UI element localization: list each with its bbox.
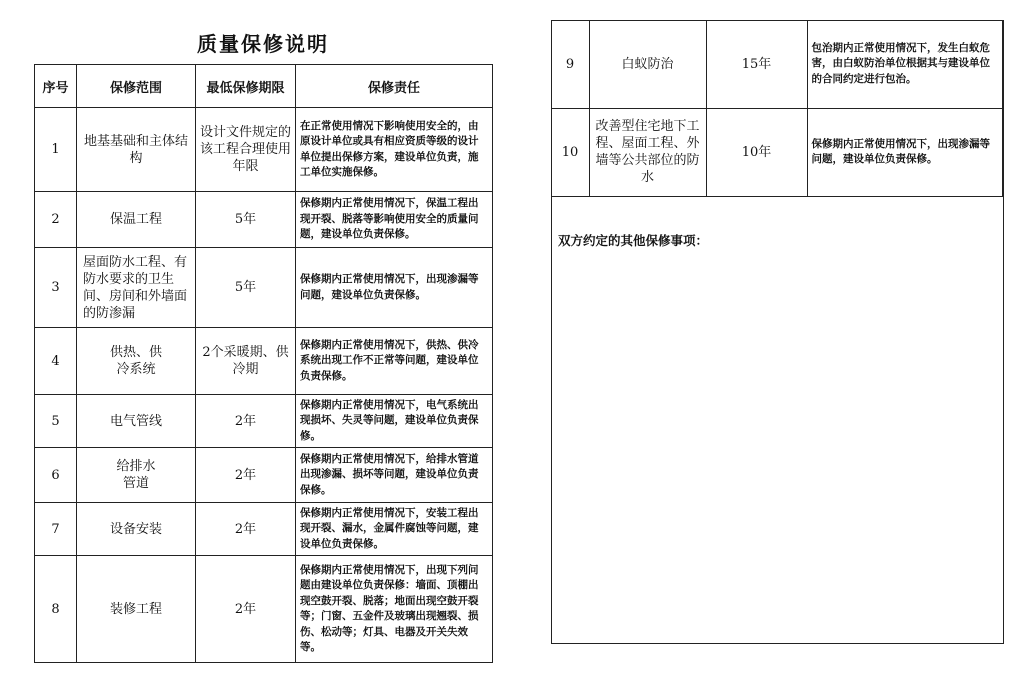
table-row [35, 395, 493, 448]
table-row [35, 192, 493, 248]
table-row [551, 108, 1002, 196]
table-row [35, 108, 493, 192]
right-page [551, 20, 1004, 644]
row-responsibility: 保修期内正常使用情况下，供热、供冷系统出现工作不正常等问题，建设单位负责保修。 [296, 328, 493, 395]
row-period: 10年 [706, 108, 807, 196]
row-scope: 电气管线 [77, 395, 196, 448]
row-scope: 保温工程 [77, 192, 196, 248]
row-scope: 供热、供冷系统 [77, 328, 196, 395]
row-responsibility: 保修期内正常使用情况下，出现渗漏等问题，建设单位负责保修。 [296, 248, 493, 328]
row-responsibility: 保修期内正常使用情况下，安装工程出现开裂、漏水，金属件腐蚀等问题，建设单位负责保修。 [296, 503, 493, 556]
row-period: 2年 [196, 503, 296, 556]
row-period: 5年 [196, 192, 296, 248]
header-responsibility: 保修责任 [296, 65, 493, 108]
row-no: 4 [35, 328, 77, 395]
table-row [35, 503, 493, 556]
row-scope: 给排水管道 [77, 448, 196, 503]
row-no: 3 [35, 248, 77, 328]
row-scope: 设备安装 [77, 503, 196, 556]
row-no: 9 [551, 20, 589, 108]
row-responsibility: 保修期内正常使用情况下，保温工程出现开裂、脱落等影响使用安全的质量问题，建设单位负责保修。 [296, 192, 493, 248]
row-responsibility: 保修期内正常使用情况下，电气系统出现损坏、失灵等问题，建设单位负责保修。 [296, 395, 493, 448]
warranty-table-continued [551, 20, 1003, 197]
row-period: 5年 [196, 248, 296, 328]
row-scope: 地基基础和主体结构 [77, 108, 196, 192]
row-no: 8 [35, 556, 77, 663]
row-responsibility: 保修期内正常使用情况下，给排水管道出现渗漏、损坏等问题，建设单位负责保修。 [296, 448, 493, 503]
row-period: 2年 [196, 448, 296, 503]
row-no: 7 [35, 503, 77, 556]
row-scope: 屋面防水工程、有防水要求的卫生间、房间和外墙面的防渗漏 [77, 248, 196, 328]
row-responsibility: 保修期内正常使用情况下，出现渗漏等问题，建设单位负责保修。 [807, 108, 1002, 196]
table-row [35, 248, 493, 328]
row-period: 2年 [196, 556, 296, 663]
row-period: 设计文件规定的该工程合理使用年限 [196, 108, 296, 192]
row-scope: 白蚁防治 [589, 20, 706, 108]
row-no: 2 [35, 192, 77, 248]
row-period: 2个采暖期、供冷期 [196, 328, 296, 395]
row-period: 2年 [196, 395, 296, 448]
header-row [35, 65, 493, 108]
row-no: 10 [551, 108, 589, 196]
other-matters-label: 双方约定的其他保修事项： [558, 233, 709, 248]
table-row [35, 448, 493, 503]
table-row [35, 556, 493, 663]
table-row [35, 328, 493, 395]
header-scope: 保修范围 [77, 65, 196, 108]
row-scope: 改善型住宅地下工程、屋面工程、外墙等公共部位的防水 [589, 108, 706, 196]
row-no: 6 [35, 448, 77, 503]
table-row [551, 20, 1002, 108]
header-no: 序号 [35, 65, 77, 108]
row-responsibility: 在正常使用情况下影响使用安全的，由原设计单位或具有相应资质等级的设计单位提出保修方案，建设单位负责，施工单位实施保修。 [296, 108, 493, 192]
row-no: 5 [35, 395, 77, 448]
row-period: 15年 [706, 20, 807, 108]
row-scope: 装修工程 [77, 556, 196, 663]
row-responsibility: 包治期内正常使用情况下，发生白蚁危害，由白蚁防治单位根据其与建设单位的合同约定进行包治。 [807, 20, 1002, 108]
page-title: 质量保修说明 [197, 32, 329, 56]
warranty-table [34, 64, 493, 663]
row-responsibility: 保修期内正常使用情况下，出现下列问题由建设单位负责保修：墙面、顶棚出现空鼓开裂、脱落；地面出现空鼓开裂等；门窗、五金件及玻璃出现翘裂、损伤、松动等；灯具、电器及开关失效等。 [296, 556, 493, 663]
row-no: 1 [35, 108, 77, 192]
header-period: 最低保修期限 [196, 65, 296, 108]
